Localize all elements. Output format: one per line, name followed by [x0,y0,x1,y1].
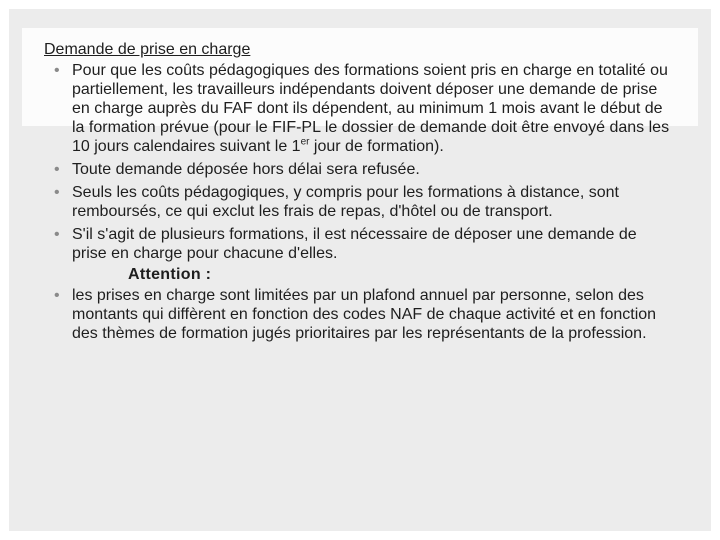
bullet-text: Pour que les coûts pédagogiques des formations soient pris en charge en totalité ou partiellement, les travailleurs indépendants doivent déposer une demande de prise en charge auprès du FAF dont ils dépendent, au minimum 1 mois avant le début de la formation prévue (pour le FIF-PL le dossier de demande doit être envoyé dans les 10 jours calendaires suivant le 1 [72,62,670,155]
bullet-text: les prises en charge sont limitées par un plafond annuel par personne, selon des montants qui diffèrent en fonction des codes NAF de chaque activité et en fonction des thèmes de formation jugés prioritaires par les représentants de la profession. [72,287,657,342]
bullet-superscript: er [300,136,310,148]
list-item [44,183,674,221]
bullet-icon: • [54,287,60,304]
bullet-text-tail: jour de formation). [309,138,444,155]
bullet-text: Seuls les coûts pédagogiques, y compris pour les formations à distance, sont remboursés, ce qui exclut les frais de repas, d'hôtel ou de transport. [72,184,619,220]
slide-content [44,40,674,343]
bullet-icon: • [54,161,60,178]
list-item [44,225,674,263]
bullet-text: Toute demande déposée hors délai sera refusée. [72,161,420,178]
bullet-list [44,61,674,263]
list-item [44,286,674,343]
attention-label: Attention : [128,266,212,283]
list-item [44,61,674,156]
bullet-icon: • [54,62,60,79]
slide-title: Demande de prise en charge [44,41,251,58]
bullet-icon: • [54,184,60,201]
list-item [44,160,674,179]
bullet-list-secondary [44,286,674,343]
bullet-text: S'il s'agit de plusieurs formations, il est nécessaire de déposer une demande de prise en charge pour chacune d'elles. [72,226,637,262]
bullet-icon: • [54,226,60,243]
